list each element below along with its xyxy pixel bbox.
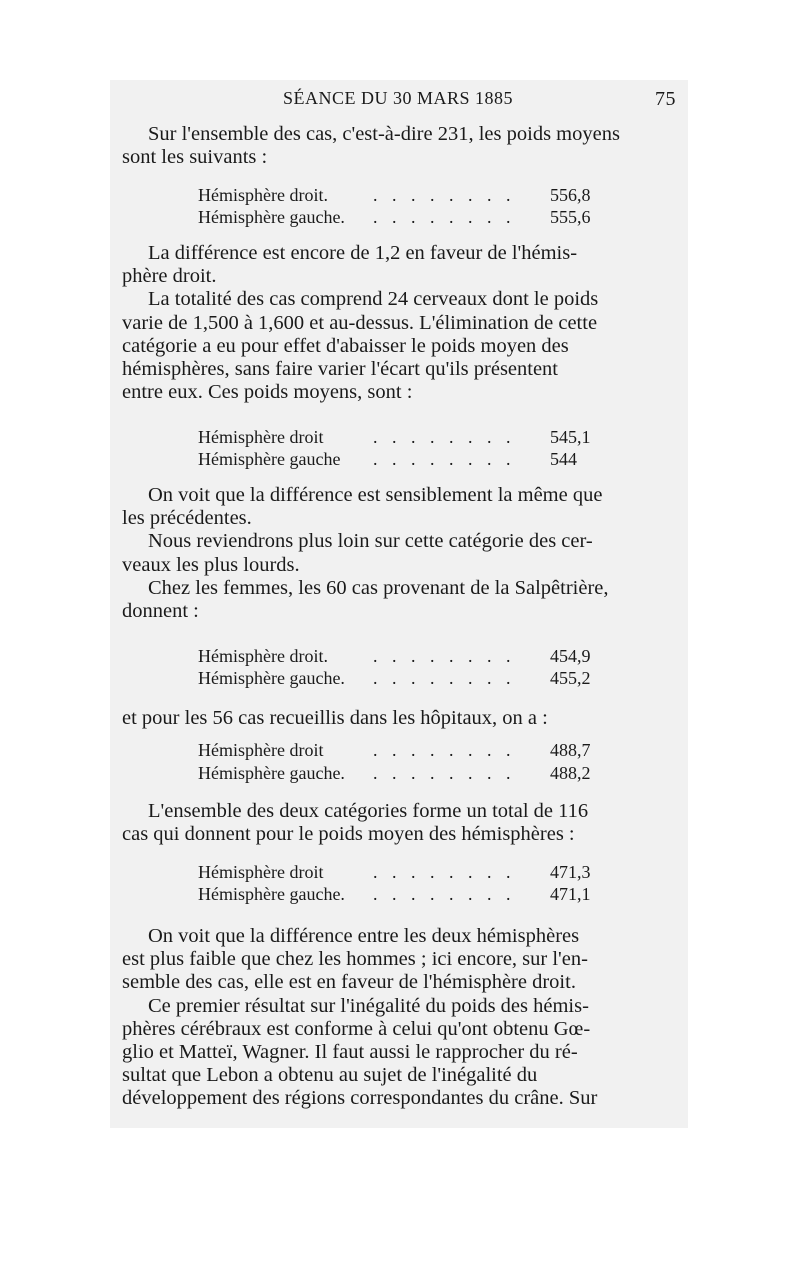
text-line: On voit que la différence est sensiblement la même que	[148, 484, 603, 506]
text-line: Chez les femmes, les 60 cas provenant de la Salpêtrière,	[148, 576, 609, 599]
text-line: entre eux. Ces poids moyens, sont :	[122, 381, 413, 404]
table-row	[198, 427, 598, 449]
leader-dots: . . . . . . . .	[373, 185, 516, 205]
text-line: L'ensemble des deux catégories forme un total de 116	[148, 800, 589, 822]
paragraph-5	[122, 800, 678, 846]
row-value: 555,6	[550, 207, 591, 227]
leader-dots: . . . . . . . .	[373, 207, 516, 227]
leader-dots: . . . . . . . .	[373, 884, 516, 904]
row-value: 488,7	[550, 740, 591, 760]
text-line: Nous reviendrons plus loin sur cette catégorie des cer-	[148, 530, 593, 553]
leader-dots: . . . . . . . .	[373, 740, 516, 760]
text-line: phères cérébraux est conforme à celui qu'ont obtenu Gœ-	[122, 1017, 591, 1040]
row-label: Hémisphère droit.	[198, 185, 328, 205]
row-value: 488,2	[550, 763, 591, 783]
row-value: 471,1	[550, 884, 591, 904]
paragraph-4	[122, 707, 678, 730]
row-label: Hémisphère gauche.	[198, 763, 345, 783]
table-row	[198, 862, 598, 884]
paragraph-6	[122, 925, 678, 1111]
paragraph-2	[122, 242, 678, 404]
text-line: sont les suivants :	[122, 146, 268, 169]
text-line: Sur l'ensemble des cas, c'est-à-dire 231, les poids moyens	[148, 123, 620, 145]
text-line: varie de 1,500 à 1,600 et au-dessus. L'élimination de cette	[122, 311, 598, 334]
text-line: et pour les 56 cas recueillis dans les hôpitaux, on a :	[122, 707, 548, 729]
text-line: est plus faible que chez les hommes ; ici encore, sur l'en-	[122, 948, 588, 971]
paragraph-1	[122, 123, 678, 169]
leader-dots: . . . . . . . .	[373, 763, 516, 783]
table-row	[198, 740, 598, 762]
table-row	[198, 207, 598, 229]
table-row	[198, 884, 598, 906]
row-value: 545,1	[550, 427, 591, 447]
row-value: 556,8	[550, 185, 591, 205]
row-label: Hémisphère gauche	[198, 449, 341, 469]
text-line: donnent :	[122, 600, 199, 623]
row-label: Hémisphère droit	[198, 427, 324, 447]
table-row	[198, 449, 598, 471]
text-line: La différence est encore de 1,2 en faveur de l'hémis-	[148, 242, 578, 264]
text-line: cas qui donnent pour le poids moyen des hémisphères :	[122, 823, 575, 846]
page-header	[118, 88, 678, 116]
text-line: hémisphères, sans faire varier l'écart qu'ils présentent	[122, 358, 559, 381]
text-line: développement des régions correspondantes du crâne. Sur	[122, 1087, 598, 1110]
row-label: Hémisphère gauche.	[198, 884, 345, 904]
page-number: 75	[655, 88, 676, 110]
leader-dots: . . . . . . . .	[373, 668, 516, 688]
text-line: sultat que Lebon a obtenu au sujet de l'inégalité du	[122, 1064, 538, 1087]
row-value: 544	[550, 449, 577, 469]
row-label: Hémisphère droit	[198, 862, 324, 882]
text-line: On voit que la différence entre les deux hémisphères	[148, 925, 580, 947]
leader-dots: . . . . . . . .	[373, 427, 516, 447]
row-label: Hémisphère gauche.	[198, 668, 345, 688]
row-value: 454,9	[550, 646, 591, 666]
leader-dots: . . . . . . . .	[373, 646, 516, 666]
row-label: Hémisphère droit	[198, 740, 324, 760]
text-line: catégorie a eu pour effet d'abaisser le poids moyen des	[122, 334, 569, 357]
text-line: glio et Matteï, Wagner. Il faut aussi le rapprocher du ré-	[122, 1041, 578, 1064]
row-value: 455,2	[550, 668, 591, 688]
text-line: Ce premier résultat sur l'inégalité du poids des hémis-	[148, 994, 589, 1017]
paragraph-3	[122, 484, 678, 623]
text-line: phère droit.	[122, 265, 217, 288]
text-line: semble des cas, elle est en faveur de l'hémisphère droit.	[122, 971, 576, 994]
row-label: Hémisphère droit.	[198, 646, 328, 666]
text-line: les précédentes.	[122, 507, 252, 530]
table-row	[198, 646, 598, 668]
table-row	[198, 668, 598, 690]
table-row	[198, 763, 598, 785]
text-line: veaux les plus lourds.	[122, 553, 300, 576]
leader-dots: . . . . . . . .	[373, 862, 516, 882]
text-line: La totalité des cas comprend 24 cerveaux dont le poids	[148, 288, 599, 311]
row-label: Hémisphère gauche.	[198, 207, 345, 227]
running-head: SÉANCE DU 30 MARS 1885	[283, 88, 514, 108]
row-value: 471,3	[550, 862, 591, 882]
leader-dots: . . . . . . . .	[373, 449, 516, 469]
table-row	[198, 185, 598, 207]
